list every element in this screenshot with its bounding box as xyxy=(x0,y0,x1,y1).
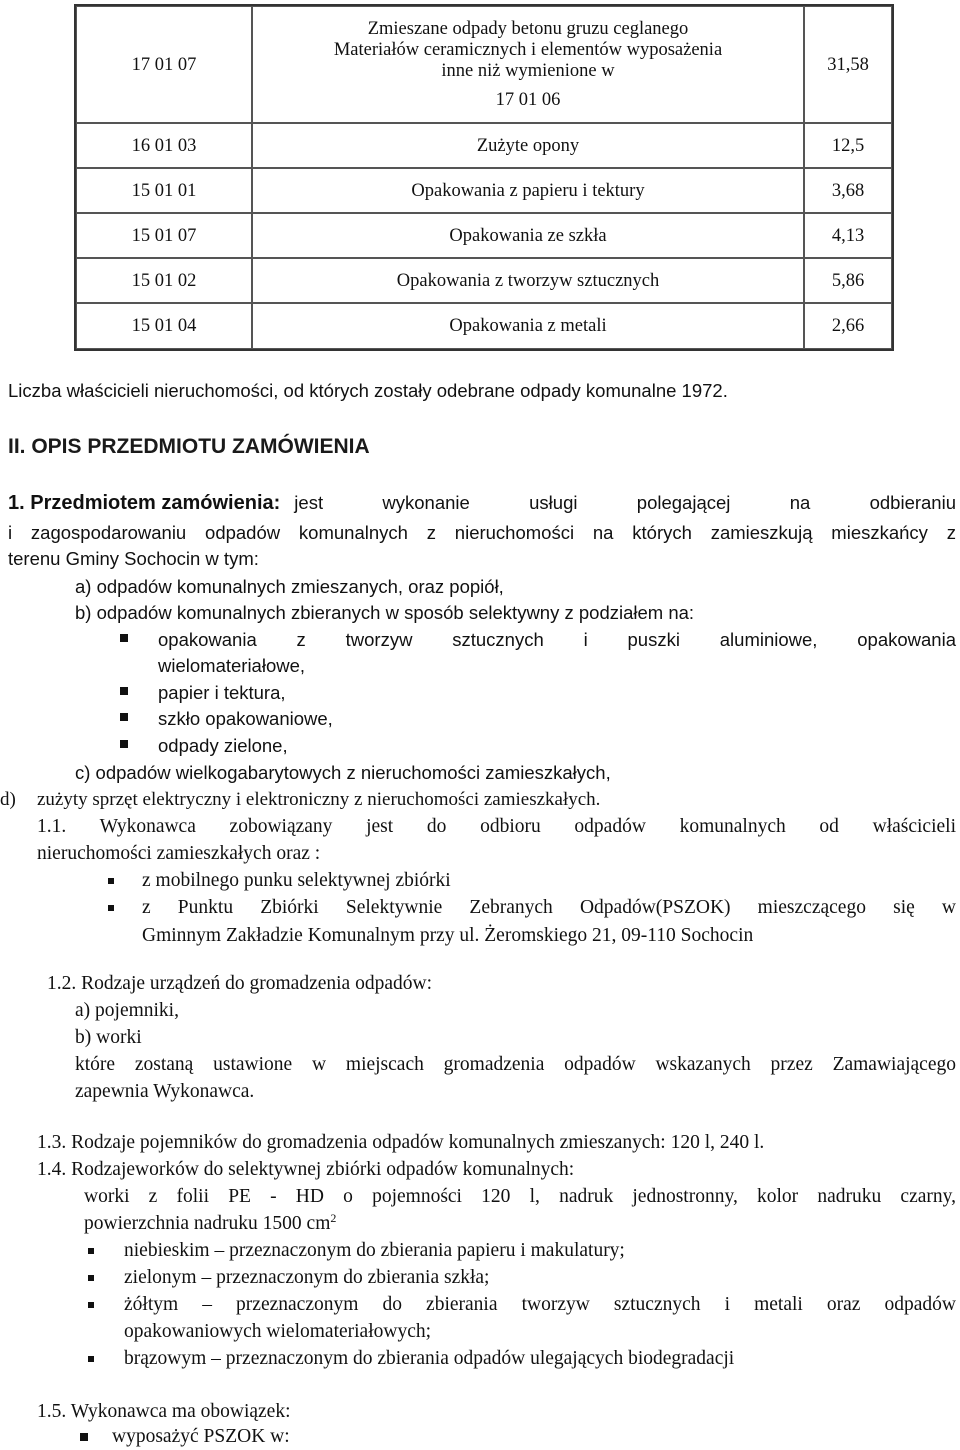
item1-lead-rest xyxy=(294,492,956,515)
item1-list-c: c) odpadów wielkogabarytowych z nieruchomości zamieszkałych, xyxy=(75,762,611,783)
bullet-text: wyposażyć PSZOK w: xyxy=(112,1426,290,1447)
item1-4-line1: worki z folii PE - HD o pojemności 120 l, nadruk jednostronny, kolor nadruku czarny, xyxy=(84,1186,956,1207)
bullet-text: żółtym – przeznaczonym do zbierania tworzyw sztucznych i metali oraz odpadów xyxy=(124,1294,956,1315)
waste-amount-cell: 12,5 xyxy=(804,123,892,168)
item1-title: 1. Przedmiotem zamówienia: xyxy=(8,492,281,514)
bullet-text: z Punktu Zbiórki Selektywnie Zebranych Odpadów(PSZOK) mieszczącego się w xyxy=(142,897,956,918)
waste-name-line: Materiałów ceramicznych i elementów wyposażenia xyxy=(333,39,723,60)
table-row xyxy=(76,303,892,349)
square-bullet-icon xyxy=(120,634,128,642)
square-bullet-icon xyxy=(88,1302,94,1308)
item1-1-line2: nieruchomości zamieszkałych oraz : xyxy=(37,843,321,864)
waste-amount-cell: 5,86 xyxy=(804,258,892,303)
waste-code-cell: 17 01 07 xyxy=(76,6,252,123)
waste-name-cell: Zużyte opony xyxy=(252,123,804,168)
waste-code-cell: 15 01 07 xyxy=(76,213,252,258)
waste-name-cell xyxy=(252,6,804,123)
bullet-text: odpady zielone, xyxy=(158,735,288,756)
item1-first-line xyxy=(8,492,956,515)
item1-2-line1: które zostaną ustawione w miejscach gromadzenia odpadów wskazanych przez Zamawiającego xyxy=(75,1054,956,1075)
waste-code-cell: 16 01 03 xyxy=(76,123,252,168)
item1-list-b: b) odpadów komunalnych zbieranych w sposób selektywny z podziałem na: xyxy=(75,602,695,623)
waste-name-cell: Opakowania ze szkła xyxy=(252,213,804,258)
waste-name-cell: Opakowania z metali xyxy=(252,303,804,349)
bullet-text-continued: wielomateriałowe, xyxy=(158,655,306,676)
item1-4-line2 xyxy=(84,1213,336,1235)
bullet-text: opakowania z tworzyw sztucznych i puszki aluminiowe, opakowania xyxy=(158,629,956,650)
item1-2-title: 1.2. Rodzaje urządzeń do gromadzenia odpadów: xyxy=(47,973,432,994)
item1-2-line2: zapewnia Wykonawca. xyxy=(75,1081,255,1102)
item1-list-d: zużyty sprzęt elektryczny i elektroniczny z nieruchomości zamieszkałych. xyxy=(37,789,601,810)
item1-list-a: a) odpadów komunalnych zmieszanych, oraz popiół, xyxy=(75,576,504,597)
bullet-text: z mobilnego punku selektywnej zbiórki xyxy=(142,870,451,891)
item1-line3: terenu Gminy Sochocin w tym: xyxy=(8,548,259,569)
square-bullet-icon xyxy=(108,878,114,884)
bullet-text-continued: opakowaniowych wielomateriałowych; xyxy=(124,1321,432,1342)
item1-1-line1: 1.1. Wykonawca zobowiązany jest do odbioru odpadów komunalnych od właścicieli xyxy=(37,816,956,837)
waste-table xyxy=(74,4,894,351)
bullet-text: szkło opakowaniowe, xyxy=(158,708,333,729)
waste-amount-cell: 3,68 xyxy=(804,168,892,213)
waste-name-line: 17 01 06 xyxy=(495,89,561,110)
square-bullet-icon xyxy=(108,905,114,911)
table-row xyxy=(76,258,892,303)
waste-name-cell: Opakowania z papieru i tektury xyxy=(252,168,804,213)
bullet-text: papier i tektura, xyxy=(158,682,286,703)
waste-amount-cell: 2,66 xyxy=(804,303,892,349)
square-bullet-icon xyxy=(88,1356,94,1362)
table-row xyxy=(76,213,892,258)
section-heading: II. OPIS PRZEDMIOTU ZAMÓWIENIA xyxy=(8,435,370,458)
square-bullet-icon xyxy=(80,1433,88,1441)
waste-code-cell: 15 01 01 xyxy=(76,168,252,213)
item1-lead-text: jest wykonanie usługi polegającej na odbieraniu xyxy=(294,492,956,513)
waste-amount-cell: 31,58 xyxy=(804,6,892,123)
owners-count-text: Liczba właścicieli nieruchomości, od których zostały odebrane odpady komunalne 1972. xyxy=(8,380,728,401)
square-bullet-icon xyxy=(88,1275,94,1281)
item1-line2: i zagospodarowaniu odpadów komunalnych z nieruchomości na których zamieszkują mieszkańcy z xyxy=(8,522,956,543)
waste-code-cell: 15 01 02 xyxy=(76,258,252,303)
table-row xyxy=(76,123,892,168)
item1-list-d-label: d) xyxy=(0,789,16,810)
item1-4-title: 1.4. Rodzajeworków do selektywnej zbiórki odpadów komunalnych: xyxy=(37,1159,575,1180)
square-bullet-icon xyxy=(120,740,128,748)
superscript-two: 2 xyxy=(330,1211,337,1225)
square-bullet-icon xyxy=(120,713,128,721)
item1-5-title: 1.5. Wykonawca ma obowiązek: xyxy=(37,1401,291,1422)
item1-4-line2-text: powierzchnia nadruku 1500 cm xyxy=(84,1213,331,1234)
waste-amount-cell: 4,13 xyxy=(804,213,892,258)
table-row xyxy=(76,168,892,213)
bullet-text: brązowym – przeznaczonym do zbierania odpadów ulegających biodegradacji xyxy=(124,1348,735,1369)
bullet-text: zielonym – przeznaczonym do zbierania szkła; xyxy=(124,1267,490,1288)
waste-name-cell: Opakowania z tworzyw sztucznych xyxy=(252,258,804,303)
bullet-text: niebieskim – przeznaczonym do zbierania papieru i makulatury; xyxy=(124,1240,625,1261)
item1-3-text: 1.3. Rodzaje pojemników do gromadzenia odpadów komunalnych zmieszanych: 120 l, 240 l. xyxy=(37,1132,765,1153)
item1-2-a: a) pojemniki, xyxy=(75,1000,179,1021)
waste-name-line: Zmieszane odpady betonu gruzu ceglanego xyxy=(367,18,689,39)
bullet-text-continued: Gminnym Zakładzie Komunalnym przy ul. Żeromskiego 21, 09-110 Sochocin xyxy=(142,925,754,946)
item1-2-b: b) worki xyxy=(75,1027,142,1048)
square-bullet-icon xyxy=(88,1248,94,1254)
table-row xyxy=(76,6,892,123)
waste-name-line: inne niż wymienione w xyxy=(441,60,615,81)
waste-code-cell: 15 01 04 xyxy=(76,303,252,349)
square-bullet-icon xyxy=(120,687,128,695)
